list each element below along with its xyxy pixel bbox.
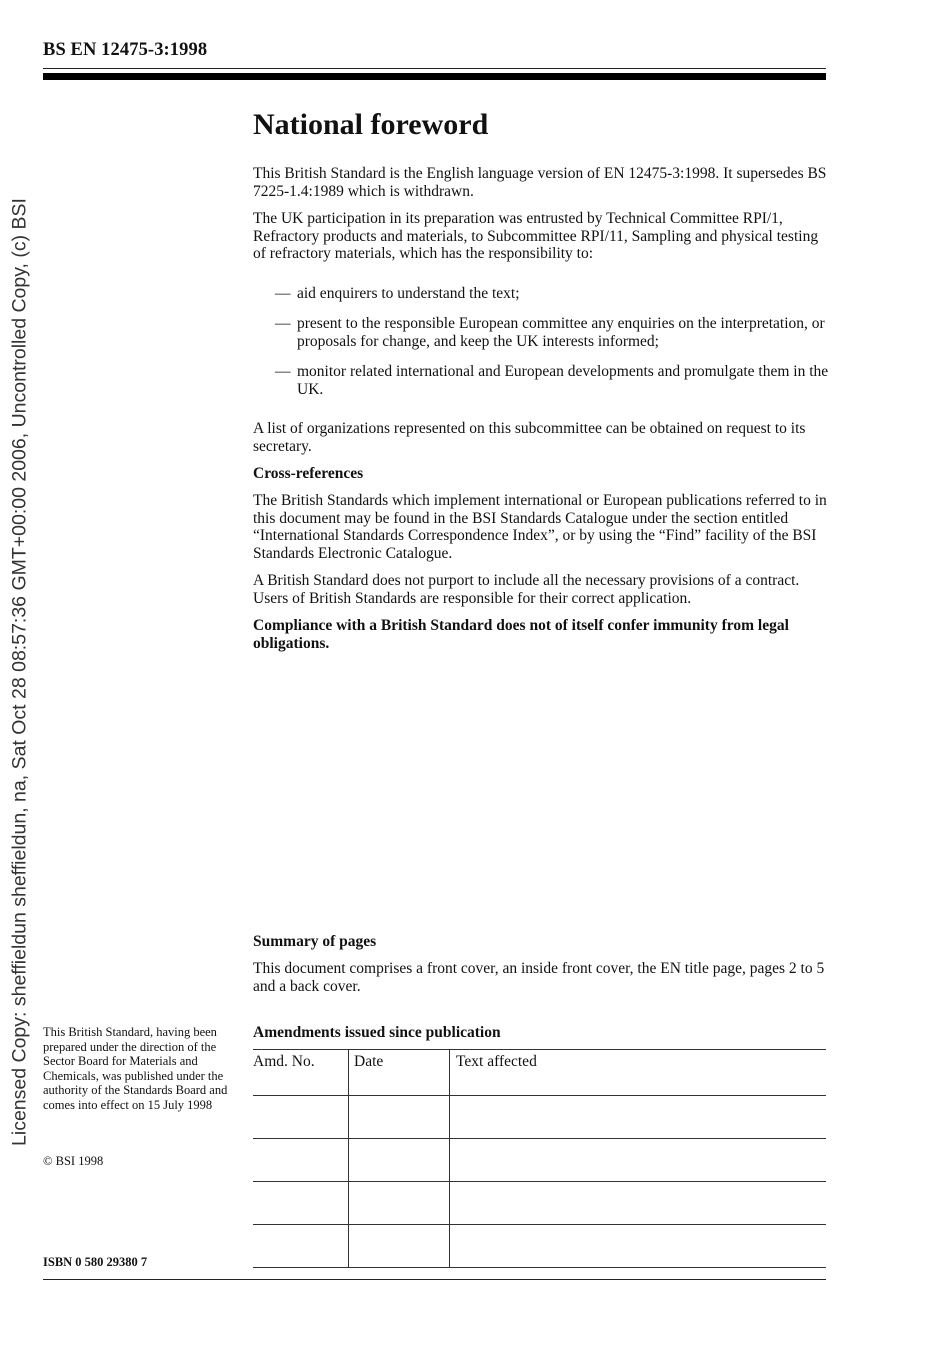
foreword-paragraph-2: The UK participation in its preparation was entrusted by Technical Committee RPI/1, Refractory products and materials, to Subcommittee RPI/11, Sampling and physical testing of refractory materials, which has the responsibility to: [253, 210, 819, 263]
foreword-paragraph-5: A British Standard does not purport to include all the necessary provisions of a contract. Users of British Standards are responsible for their correct application. [253, 572, 800, 607]
table-cell [349, 1139, 450, 1182]
list-dash: — [275, 363, 291, 380]
column-header-amd-no: Amd. No. [253, 1050, 349, 1096]
table-cell [253, 1096, 349, 1139]
responsibility-list [275, 285, 835, 400]
document-id: BS EN 12475-3:1998 [43, 40, 208, 60]
column-header-text-affected: Text affected [450, 1050, 827, 1096]
table-cell [450, 1139, 827, 1182]
compliance-statement: Compliance with a British Standard does not of itself confer immunity from legal obligations. [253, 617, 789, 652]
table-cell [450, 1225, 827, 1268]
list-item-text: present to the responsible European committee any enquiries on the interpretation, or proposals for change, and keep the UK interests informed; [297, 315, 825, 350]
list-item [275, 363, 835, 398]
footer-rule [43, 1279, 826, 1280]
summary-text: This document comprises a front cover, an inside front cover, the EN title page, pages 2 to 5 and a back cover. [253, 960, 825, 995]
table-header-row [253, 1050, 826, 1096]
table-cell [349, 1182, 450, 1225]
list-item [275, 285, 835, 303]
cross-references-heading: Cross-references [253, 465, 364, 482]
foreword-paragraph-4: The British Standards which implement international or European publications referred to in this document may be found in the BSI Standards Catalogue under the section entitled “International Standards Correspondence Index”, or by using the “Find” facility of the BSI Standards Electronic Catalogue. [253, 492, 827, 563]
table-row [253, 1225, 826, 1268]
table-cell [253, 1225, 349, 1268]
header-rule-thick [43, 73, 826, 80]
table-cell [450, 1182, 827, 1225]
isbn-number: ISBN 0 580 29380 7 [43, 1255, 148, 1269]
foreword-paragraph-1: This British Standard is the English language version of EN 12475-3:1998. It supersedes BS 7225-1.4:1989 which is withdrawn. [253, 165, 827, 200]
table-cell [349, 1225, 450, 1268]
table-cell [253, 1182, 349, 1225]
table-cell [450, 1096, 827, 1139]
header-rule-thin [43, 68, 826, 69]
table-cell [253, 1139, 349, 1182]
page-title: National foreword [253, 108, 489, 141]
license-watermark: Licensed Copy: sheffieldun sheffieldun, na, Sat Oct 28 08:57:36 GMT+00:00 2006, Uncontrolled Copy, (c) BSI [8, 198, 31, 1146]
foreword-paragraph-3: A list of organizations represented on this subcommittee can be obtained on request to its secretary. [253, 420, 806, 455]
amendments-heading: Amendments issued since publication [253, 1024, 501, 1041]
column-header-date: Date [349, 1050, 450, 1096]
publication-note: This British Standard, having been prepared under the direction of the Sector Board for Materials and Chemicals, was published under the authority of the Standards Board and comes into effect on 15 July 1998 [43, 1025, 228, 1112]
table-cell [349, 1096, 450, 1139]
table-row [253, 1096, 826, 1139]
list-dash: — [275, 285, 291, 302]
list-item-text: monitor related international and European developments and promulgate them in the UK. [297, 363, 829, 398]
list-item [275, 315, 835, 350]
table-row [253, 1139, 826, 1182]
table-row [253, 1182, 826, 1225]
amendments-table [253, 1049, 826, 1268]
summary-heading: Summary of pages [253, 933, 377, 950]
copyright-notice: © BSI 1998 [43, 1154, 104, 1168]
list-item-text: aid enquirers to understand the text; [297, 285, 520, 302]
list-dash: — [275, 315, 291, 332]
